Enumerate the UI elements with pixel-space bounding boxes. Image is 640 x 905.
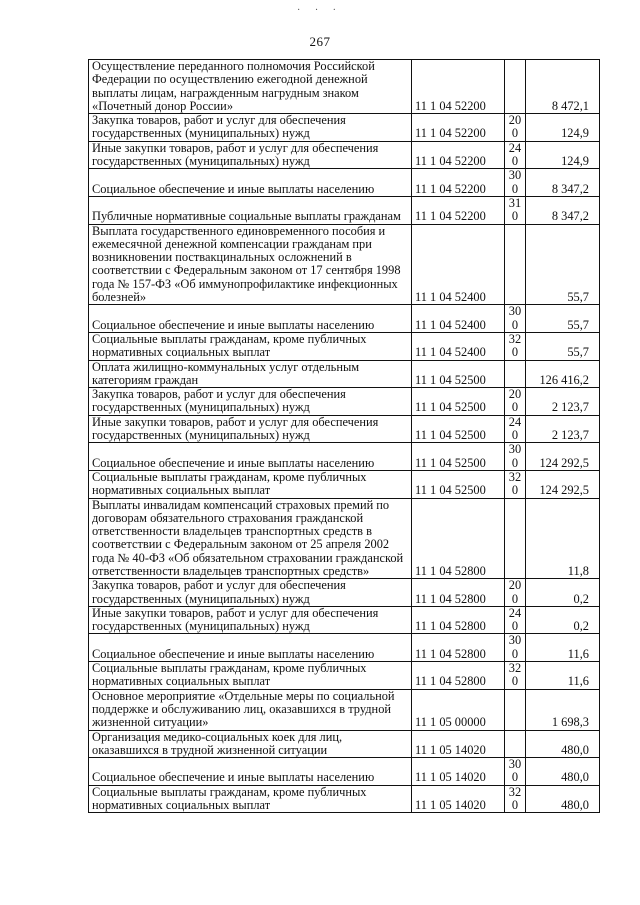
row-code-cell: 11 1 05 14020 <box>412 785 505 813</box>
row-expense-type-cell <box>505 60 526 114</box>
row-sum-cell: 124,9 <box>526 141 600 169</box>
table-row <box>89 634 600 662</box>
row-code-cell: 11 1 05 00000 <box>412 689 505 730</box>
row-sum-cell: 124 292,5 <box>526 470 600 498</box>
row-sum-cell: 0,2 <box>526 606 600 634</box>
row-name-cell: Оплата жилищно-коммунальных услуг отдельным категориям граждан <box>89 360 412 388</box>
row-expense-type-cell: 320 <box>505 785 526 813</box>
table-row <box>89 141 600 169</box>
row-sum-cell: 124,9 <box>526 114 600 142</box>
table-row <box>89 470 600 498</box>
row-sum-cell: 55,7 <box>526 224 600 305</box>
table-row <box>89 498 600 579</box>
row-name-cell: Социальные выплаты гражданам, кроме публичных нормативных социальных выплат <box>89 662 412 690</box>
row-code-cell: 11 1 04 52400 <box>412 332 505 360</box>
row-expense-type-cell: 300 <box>505 169 526 197</box>
row-expense-type-cell <box>505 360 526 388</box>
row-code-cell: 11 1 04 52500 <box>412 415 505 443</box>
table-row <box>89 689 600 730</box>
row-code-cell: 11 1 05 14020 <box>412 758 505 786</box>
row-expense-type-cell: 300 <box>505 634 526 662</box>
row-name-cell: Социальное обеспечение и иные выплаты населению <box>89 305 412 333</box>
row-code-cell: 11 1 04 52500 <box>412 443 505 471</box>
row-name-cell: Иные закупки товаров, работ и услуг для обеспечения государственных (муниципальных) нужд <box>89 606 412 634</box>
row-name-cell: Социальное обеспечение и иные выплаты населению <box>89 634 412 662</box>
row-code-cell: 11 1 04 52800 <box>412 579 505 607</box>
row-code-cell: 11 1 04 52800 <box>412 498 505 579</box>
scan-marks: · · · <box>297 5 342 16</box>
row-sum-cell: 11,8 <box>526 498 600 579</box>
row-expense-type-cell: 320 <box>505 332 526 360</box>
row-name-cell: Закупка товаров, работ и услуг для обеспечения государственных (муниципальных) нужд <box>89 388 412 416</box>
row-name-cell: Социальное обеспечение и иные выплаты населению <box>89 443 412 471</box>
row-expense-type-cell <box>505 689 526 730</box>
row-sum-cell: 126 416,2 <box>526 360 600 388</box>
table-row <box>89 606 600 634</box>
row-sum-cell: 55,7 <box>526 332 600 360</box>
row-sum-cell: 11,6 <box>526 634 600 662</box>
table-row <box>89 196 600 224</box>
table-row <box>89 443 600 471</box>
table-row <box>89 415 600 443</box>
row-name-cell: Осуществление переданного полномочия Российской Федерации по осуществлению ежегодной денежной выплаты лицам, награжденным нагрудным знаком «Почетный донор России» <box>89 60 412 114</box>
table-row <box>89 785 600 813</box>
table-row <box>89 169 600 197</box>
row-code-cell: 11 1 04 52500 <box>412 388 505 416</box>
row-sum-cell: 55,7 <box>526 305 600 333</box>
table-row <box>89 114 600 142</box>
table-row <box>89 758 600 786</box>
row-sum-cell: 480,0 <box>526 758 600 786</box>
table-row <box>89 579 600 607</box>
row-sum-cell: 480,0 <box>526 730 600 758</box>
row-code-cell: 11 1 04 52800 <box>412 606 505 634</box>
row-expense-type-cell: 240 <box>505 606 526 634</box>
row-code-cell: 11 1 04 52800 <box>412 662 505 690</box>
row-name-cell: Закупка товаров, работ и услуг для обеспечения государственных (муниципальных) нужд <box>89 114 412 142</box>
row-code-cell: 11 1 05 14020 <box>412 730 505 758</box>
table-row <box>89 60 600 114</box>
row-expense-type-cell <box>505 498 526 579</box>
row-sum-cell: 0,2 <box>526 579 600 607</box>
row-code-cell: 11 1 04 52200 <box>412 60 505 114</box>
row-sum-cell: 2 123,7 <box>526 388 600 416</box>
row-name-cell: Публичные нормативные социальные выплаты гражданам <box>89 196 412 224</box>
row-code-cell: 11 1 04 52500 <box>412 470 505 498</box>
row-sum-cell: 11,6 <box>526 662 600 690</box>
row-name-cell: Основное мероприятие «Отдельные меры по социальной поддержке и обслуживанию лиц, оказавшихся в трудной жизненной ситуации» <box>89 689 412 730</box>
row-name-cell: Выплата государственного единовременного пособия и ежемесячной денежной компенсации гражданам при возникновении поствакцинальных осложнений в соответствии с Федеральным законом от 17 сентября 1998 года № 157-ФЗ «Об иммунопрофилактике инфекционных болезней» <box>89 224 412 305</box>
row-expense-type-cell <box>505 730 526 758</box>
row-sum-cell: 8 347,2 <box>526 169 600 197</box>
row-code-cell: 11 1 04 52200 <box>412 114 505 142</box>
row-code-cell: 11 1 04 52800 <box>412 634 505 662</box>
row-code-cell: 11 1 04 52200 <box>412 196 505 224</box>
row-expense-type-cell: 200 <box>505 388 526 416</box>
row-sum-cell: 1 698,3 <box>526 689 600 730</box>
row-sum-cell: 2 123,7 <box>526 415 600 443</box>
row-code-cell: 11 1 04 52200 <box>412 169 505 197</box>
budget-table-body <box>89 60 600 813</box>
row-name-cell: Иные закупки товаров, работ и услуг для обеспечения государственных (муниципальных) нужд <box>89 141 412 169</box>
row-sum-cell: 480,0 <box>526 785 600 813</box>
row-name-cell: Выплаты инвалидам компенсаций страховых премий по договорам обязательного страхования гражданской ответственности владельцев транспортных средств в соответствии с Федеральным законом от 25 апреля 2002 года № 40-ФЗ «Об обязательном страховании гражданской ответственности владельцев транспортных средств» <box>89 498 412 579</box>
row-expense-type-cell: 300 <box>505 443 526 471</box>
table-row <box>89 730 600 758</box>
row-expense-type-cell: 300 <box>505 758 526 786</box>
row-expense-type-cell: 240 <box>505 141 526 169</box>
row-expense-type-cell: 200 <box>505 114 526 142</box>
row-sum-cell: 124 292,5 <box>526 443 600 471</box>
table-row <box>89 360 600 388</box>
table-row <box>89 305 600 333</box>
row-code-cell: 11 1 04 52400 <box>412 305 505 333</box>
row-sum-cell: 8 472,1 <box>526 60 600 114</box>
budget-table <box>88 59 600 813</box>
row-expense-type-cell: 320 <box>505 470 526 498</box>
row-name-cell: Организация медико-социальных коек для лиц, оказавшихся в трудной жизненной ситуации <box>89 730 412 758</box>
page-number: 267 <box>309 34 331 49</box>
row-name-cell: Социальные выплаты гражданам, кроме публичных нормативных социальных выплат <box>89 470 412 498</box>
table-row <box>89 332 600 360</box>
row-name-cell: Закупка товаров, работ и услуг для обеспечения государственных (муниципальных) нужд <box>89 579 412 607</box>
row-code-cell: 11 1 04 52200 <box>412 141 505 169</box>
row-code-cell: 11 1 04 52500 <box>412 360 505 388</box>
table-row <box>89 224 600 305</box>
table-row <box>89 662 600 690</box>
row-expense-type-cell: 310 <box>505 196 526 224</box>
row-name-cell: Социальные выплаты гражданам, кроме публичных нормативных социальных выплат <box>89 332 412 360</box>
row-expense-type-cell: 200 <box>505 579 526 607</box>
row-name-cell: Социальное обеспечение и иные выплаты населению <box>89 758 412 786</box>
row-expense-type-cell: 300 <box>505 305 526 333</box>
row-expense-type-cell: 240 <box>505 415 526 443</box>
row-sum-cell: 8 347,2 <box>526 196 600 224</box>
row-expense-type-cell <box>505 224 526 305</box>
row-name-cell: Социальное обеспечение и иные выплаты населению <box>89 169 412 197</box>
row-expense-type-cell: 320 <box>505 662 526 690</box>
table-row <box>89 388 600 416</box>
row-name-cell: Социальные выплаты гражданам, кроме публичных нормативных социальных выплат <box>89 785 412 813</box>
row-name-cell: Иные закупки товаров, работ и услуг для обеспечения государственных (муниципальных) нужд <box>89 415 412 443</box>
row-code-cell: 11 1 04 52400 <box>412 224 505 305</box>
